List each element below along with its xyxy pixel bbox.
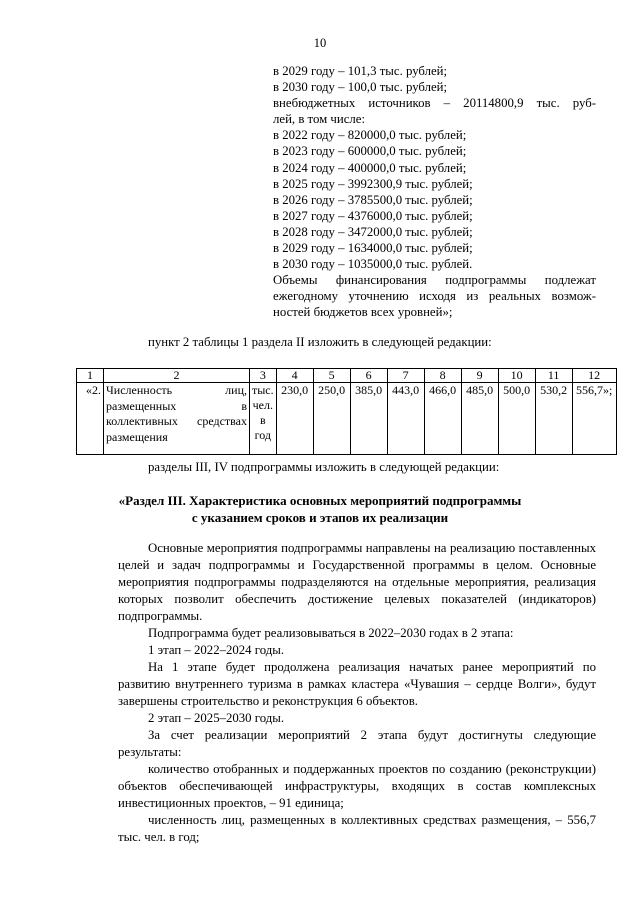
value-cell: 556,7»; bbox=[572, 383, 616, 455]
table-header-cell: 2 bbox=[104, 369, 250, 383]
table-header-cell: 7 bbox=[387, 369, 424, 383]
funding-line: в 2022 году – 820000,0 тыс. рублей; bbox=[273, 128, 467, 143]
funding-line: в 2029 году – 1634000,0 тыс. рублей; bbox=[273, 241, 473, 256]
table-row bbox=[77, 383, 617, 455]
paragraph: количество отобранных и поддержанных проектов по созданию (реконструкции) объектов обеспечивающей инфраструктуры, входящих в состав комплексных инвестиционных проектов, – 91 единица; bbox=[118, 762, 596, 810]
table-header-cell: 10 bbox=[498, 369, 535, 383]
funding-line: в 2028 году – 3472000,0 тыс. рублей; bbox=[273, 224, 473, 239]
row-number: «2. bbox=[77, 383, 104, 455]
funding-block bbox=[273, 63, 596, 321]
paragraph: 2 этап – 2025–2030 годы. bbox=[148, 711, 285, 725]
table-header-cell: 9 bbox=[461, 369, 498, 383]
paragraph: На 1 этапе будет продолжена реализация начатых ранее мероприятий по развитию внутреннего туризма в рамках кластера «Чувашия – сердце Волги», будут завершены строительство и реконструкция 6 объектов. bbox=[118, 660, 596, 708]
funding-line: Объемы финансирования подпрограммы подлежат bbox=[273, 273, 596, 288]
sections-instruction: разделы III, IV подпрограммы изложить в следующей редакции: bbox=[148, 460, 500, 474]
value-cell: 500,0 bbox=[498, 383, 535, 455]
table-header-cell: 4 bbox=[276, 369, 313, 383]
value-cell: 230,0 bbox=[276, 383, 313, 455]
funding-line: в 2030 году – 1035000,0 тыс. рублей. bbox=[273, 257, 473, 272]
funding-line: в 2023 году – 600000,0 тыс. рублей; bbox=[273, 144, 467, 159]
table-header-cell: 8 bbox=[424, 369, 461, 383]
funding-line: в 2024 году – 400000,0 тыс. рублей; bbox=[273, 160, 467, 175]
table-header-cell: 3 bbox=[250, 369, 277, 383]
table-header-cell: 6 bbox=[350, 369, 387, 383]
funding-line: лей, в том числе: bbox=[273, 112, 366, 127]
table-header-cell: 1 bbox=[77, 369, 104, 383]
paragraph: Основные мероприятия подпрограммы направлены на реализацию поставленных целей и задач подпрограммы и Государственной программы в целом. Основные мероприятия подпрограммы подразделяются на отдельные мероприятия, реализация которых позволит обеспечить достижение целевых показателей (индикаторов) подпрограммы. bbox=[118, 541, 596, 623]
paragraph: За счет реализации мероприятий 2 этапа будут достигнуты следующие результаты: bbox=[118, 728, 596, 759]
funding-line: в 2025 году – 3992300,9 тыс. рублей; bbox=[273, 176, 473, 191]
section-body bbox=[118, 540, 596, 846]
table-header-cell: 12 bbox=[572, 369, 616, 383]
section-heading-line: «Раздел III. Характеристика основных мероприятий подпрограммы bbox=[118, 493, 522, 508]
value-cell: 466,0 bbox=[424, 383, 461, 455]
section-heading-line: с указанием сроков и этапов их реализации bbox=[191, 510, 449, 525]
paragraph: численность лиц, размещенных в коллективных средствах размещения, – 556,7 тыс. чел. в год; bbox=[118, 813, 596, 844]
table-instruction: пункт 2 таблицы 1 раздела II изложить в следующей редакции: bbox=[148, 335, 492, 349]
table-header-row bbox=[77, 369, 617, 383]
table-header-cell: 5 bbox=[313, 369, 350, 383]
funding-line: ежегодному уточнению исходя из реальных возмож- bbox=[273, 289, 596, 304]
section-heading bbox=[0, 492, 640, 526]
funding-line: внебюджетных источников – 20114800,9 тыс. руб- bbox=[273, 96, 596, 111]
paragraph: 1 этап – 2022–2024 годы. bbox=[148, 643, 285, 657]
funding-line: в 2030 году – 100,0 тыс. рублей; bbox=[273, 80, 448, 95]
value-cell: 443,0 bbox=[387, 383, 424, 455]
unit-cell: тыс. чел. в год bbox=[250, 383, 277, 455]
indicator-name: Численность лиц, размещенных в коллективных средствах размещения bbox=[104, 383, 250, 455]
value-cell: 385,0 bbox=[350, 383, 387, 455]
value-cell: 485,0 bbox=[461, 383, 498, 455]
indicator-table bbox=[76, 368, 617, 455]
funding-line: в 2027 году – 4376000,0 тыс. рублей; bbox=[273, 208, 473, 223]
table-header-cell: 11 bbox=[535, 369, 572, 383]
funding-line: в 2026 году – 3785500,0 тыс. рублей; bbox=[273, 192, 473, 207]
funding-line: ностей бюджетов всех уровней»; bbox=[273, 305, 453, 320]
page-number: 10 bbox=[313, 36, 327, 50]
paragraph: Подпрограмма будет реализовываться в 2022–2030 годах в 2 этапа: bbox=[148, 626, 514, 640]
value-cell: 250,0 bbox=[313, 383, 350, 455]
value-cell: 530,2 bbox=[535, 383, 572, 455]
funding-line: в 2029 году – 101,3 тыс. рублей; bbox=[273, 64, 448, 78]
